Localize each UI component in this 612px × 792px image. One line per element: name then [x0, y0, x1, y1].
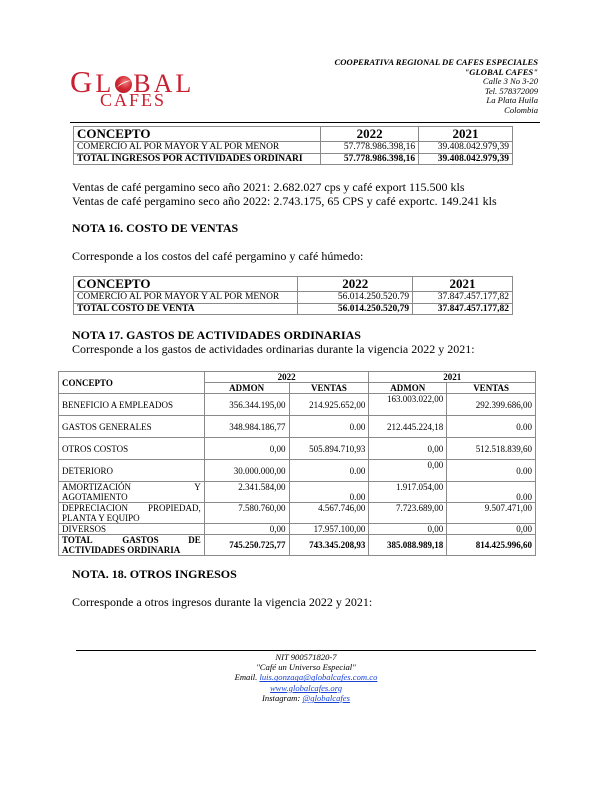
cell-concept: TOTAL COSTO DE VENTA [74, 303, 298, 315]
organization-address [335, 58, 538, 116]
table-row [59, 394, 536, 416]
concept-part: TOTAL [62, 535, 93, 545]
footer-divider [76, 650, 536, 651]
org-brand: "GLOBAL CAFES" [464, 66, 538, 77]
concept-part: AMORTIZACIÓN [62, 482, 131, 492]
table-row [59, 524, 536, 535]
table-total-row [59, 535, 536, 556]
org-city: La Plata Huila [486, 95, 538, 106]
table-row [74, 292, 513, 304]
header-concepto: CONCEPTO [74, 127, 321, 142]
cell-concept [59, 482, 205, 503]
cell-2021: 39.408.042.979,39 [419, 142, 513, 154]
cell-2021-ventas: 9.507.471,00 [447, 503, 536, 524]
cell-2021-ventas: 292.399.686,00 [447, 394, 536, 416]
cell-2021-admon: 1.917.054,00 [369, 482, 447, 503]
website-link[interactable]: www.globalcafes.org [269, 682, 343, 693]
cell-2022-ventas: 0.00 [289, 416, 369, 438]
concept-part: AGOTAMIENTO [62, 492, 128, 502]
cell-2021: 37.847.457.177,82 [413, 292, 513, 304]
ingresos-table [73, 126, 513, 165]
header-year-2022: 2022 [204, 372, 369, 383]
nota16-text: Corresponde a los costos del café pergamino y café húmedo: [72, 249, 364, 263]
cell-2021: 39.408.042.979,39 [419, 153, 513, 165]
cell-2022: 56.014.250.520.79 [298, 292, 413, 304]
table-total-row [74, 153, 513, 165]
header-admon-2022: ADMON [204, 383, 289, 394]
table-header-row [59, 372, 536, 383]
header-ventas-2021: VENTAS [447, 383, 536, 394]
header-ventas-2022: VENTAS [289, 383, 369, 394]
cell-2021-ventas: 0.00 [447, 482, 536, 503]
table-row [59, 460, 536, 482]
cell-2022-admon: 348.984.186,77 [204, 416, 289, 438]
footer [0, 652, 612, 703]
concept-part: PROPIEDAD, [148, 503, 201, 513]
logo-wordmark: GL BAL [70, 64, 195, 99]
table-row [59, 416, 536, 438]
cell-concept: DETERIORO [59, 460, 205, 482]
org-name: COOPERATIVA REGIONAL DE CAFES ESPECIALES [334, 57, 538, 67]
cell-2021: 37.847.457.177,82 [413, 303, 513, 315]
cell-concept: COMERCIO AL POR MAYOR Y AL POR MENOR [74, 142, 321, 154]
email-label: Email. [234, 672, 258, 683]
cell-2022-ventas: 4.567.746,00 [289, 503, 369, 524]
nota17-title: NOTA 17. GASTOS DE ACTIVIDADES ORDINARIAS [72, 328, 361, 342]
cell-2022: 57.778.986.398,16 [321, 142, 419, 154]
ventas-line-2021: Ventas de café pergamino seco año 2021: 2.682.027 cps y café export 115.500 kls [72, 180, 465, 194]
header-admon-2021: ADMON [369, 383, 447, 394]
instagram-link[interactable]: @globalcafes [302, 692, 350, 703]
cell-concept: GASTOS GENERALES [59, 416, 205, 438]
cell-2022-admon: 7.580.760,00 [204, 503, 289, 524]
header-2021: 2021 [419, 127, 513, 142]
footer-website-line [0, 683, 612, 693]
cell-concept: OTROS COSTOS [59, 438, 205, 460]
cell-2021-admon: 7.723.689,00 [369, 503, 447, 524]
costo-ventas-table [73, 276, 513, 315]
cell-2022: 56.014.250.520,79 [298, 303, 413, 315]
table-row [74, 142, 513, 154]
cell-2021-ventas: 0.00 [447, 416, 536, 438]
header-concepto: CONCEPTO [59, 372, 205, 394]
cell-concept: COMERCIO AL POR MAYOR Y AL POR MENOR [74, 292, 298, 304]
footer-slogan: "Café un Universo Especial" [256, 662, 356, 673]
cell-2021-admon: 385.088.989,18 [369, 535, 447, 556]
cell-2022-ventas: 743.345.208,93 [289, 535, 369, 556]
global-cafes-logo [70, 64, 200, 114]
cell-2021-admon: 0,00 [369, 524, 447, 535]
cell-2021-admon: 0,00 [369, 460, 447, 482]
cell-concept: TOTAL INGRESOS POR ACTIVIDADES ORDINARI [74, 153, 321, 165]
cell-2021-ventas: 0.00 [447, 460, 536, 482]
org-phone: Tel. 578372009 [484, 85, 538, 96]
cell-2022-admon: 356.344.195,00 [204, 394, 289, 416]
org-street: Calle 3 No 3-20 [482, 76, 538, 87]
nota18-text: Corresponde a otros ingresos durante la vigencia 2022 y 2021: [72, 595, 373, 609]
cell-2022-admon: 0,00 [204, 438, 289, 460]
table-header-row [74, 127, 513, 142]
nota16-title: NOTA 16. COSTO DE VENTAS [72, 221, 239, 235]
cell-2021-admon: 0,00 [369, 438, 447, 460]
nota17-text: Corresponde a los gastos de actividades ordinarias durante la vigencia 2022 y 2021: [72, 342, 475, 356]
logo-subtitle: CAFES [100, 90, 167, 110]
concept-part: ACTIVIDADES ORDINARIA [62, 545, 181, 555]
cell-2022-ventas: 0.00 [289, 482, 369, 503]
table-row [59, 482, 536, 503]
header-divider [70, 122, 540, 123]
cell-2021-admon: 163.003.022,00 [369, 394, 447, 416]
table-row [59, 438, 536, 460]
concept-part: DE [188, 535, 201, 545]
cell-2022-admon: 745.250.725,77 [204, 535, 289, 556]
cell-2022-admon: 0,00 [204, 524, 289, 535]
cell-2022: 57.778.986.398,16 [321, 153, 419, 165]
header-concepto: CONCEPTO [74, 277, 298, 292]
concept-part: Y [194, 482, 201, 492]
table-header-row [74, 277, 513, 292]
header-2022: 2022 [298, 277, 413, 292]
table-total-row [74, 303, 513, 315]
cell-concept: DIVERSOS [59, 524, 205, 535]
footer-email-line [0, 672, 612, 682]
nota18-title: NOTA. 18. OTROS INGRESOS [72, 567, 237, 581]
org-country: Colombia [504, 104, 538, 115]
gastos-table [58, 371, 536, 556]
concept-part: PLANTA Y EQUIPO [62, 513, 140, 523]
table-row [59, 503, 536, 524]
concept-part: GASTOS [122, 535, 159, 545]
cell-concept [59, 503, 205, 524]
cell-concept: BENEFICIO A EMPLEADOS [59, 394, 205, 416]
cell-2022-admon: 2.341.584,00 [204, 482, 289, 503]
header-2021: 2021 [413, 277, 513, 292]
email-link[interactable]: luis.gonzaga@globalcafes.com.co [259, 672, 378, 683]
cell-2022-admon: 30.000.000,00 [204, 460, 289, 482]
ventas-line-2022: Ventas de café pergamino seco año 2022: 2.743.175, 65 CPS y café exportc. 149.241 kls [72, 194, 497, 208]
cell-2021-ventas: 512.518.839,60 [447, 438, 536, 460]
footer-instagram-line [0, 693, 612, 703]
instagram-label: Instagram: [262, 692, 301, 703]
cell-2022-ventas: 17.957.100,00 [289, 524, 369, 535]
concept-part: DEPRECIACION [62, 503, 129, 513]
cell-2022-ventas: 214.925.652,00 [289, 394, 369, 416]
cell-concept [59, 535, 205, 556]
cell-2021-ventas: 0,00 [447, 524, 536, 535]
header-2022: 2022 [321, 127, 419, 142]
footer-nit: NIT 900571820-7 [275, 652, 337, 662]
cell-2022-ventas: 0.00 [289, 460, 369, 482]
header-year-2021: 2021 [369, 372, 536, 383]
cell-2021-ventas: 814.425.996,60 [447, 535, 536, 556]
cell-2021-admon: 212.445.224,18 [369, 416, 447, 438]
cell-2022-ventas: 505.894.710,93 [289, 438, 369, 460]
